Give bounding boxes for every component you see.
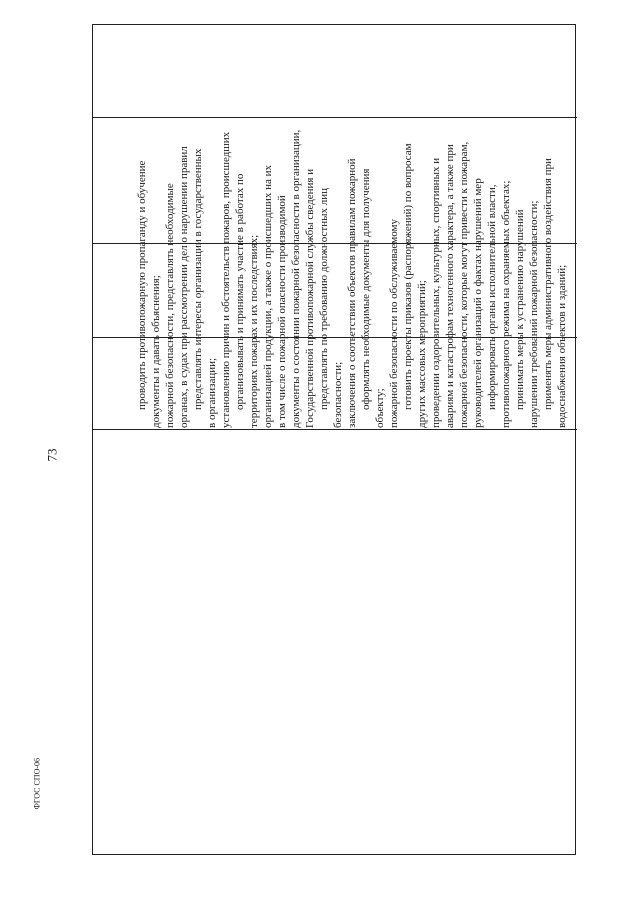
text-line: оформлять необходимые документы для получения [360,168,372,410]
text-line: организовывать и принимать участие в работах по [234,173,246,410]
text-line: территориях пожарах и их последствиях; [248,234,260,428]
text-line: других массовых мероприятий; [416,280,428,428]
text-line: проведении оздоровительных, культурных, спортивных и [430,157,442,428]
text-line: пожарной безопасности, которые могут привести к пожарам, [458,141,470,428]
text-line: установлению причин и обстоятельств пожаров, происшедших [220,131,232,428]
table-cell-text [136,0,574,428]
text-line: документы о состоянии пожарной безопасности в организации, [290,129,302,428]
column-divider [93,429,577,430]
text-line: водоснабжения объектов и зданий; [556,264,568,428]
text-line: нарушении требований пожарной безопасности; [528,200,540,428]
text-line: пожарной безопасности, представлять необходимые [164,183,176,428]
text-line: готовить проекты приказов (распоряжений) по вопросам [402,143,414,410]
text-line: пожарной безопасности по обслуживаемому [388,219,400,428]
text-line: применять меры административного воздействия при [542,158,554,410]
text-line: проводить противопожарную пропаганду и обучение [136,160,148,410]
text-line: безопасности; [332,361,344,428]
text-line: авариям и катастрофам техногенного характера, а также при [444,144,456,428]
text-line: противопожарного режима на охраняемых объектах; [500,180,512,428]
text-line: органах, в судах при рассмотрении дел о нарушении правил [178,146,190,428]
text-line: в организации; [206,357,218,428]
text-line: представлять интересы организации в государственных [192,148,204,410]
text-line: представлять по требованию должностных лиц [318,187,330,410]
text-line: Государственной противопожарной службы сведения и [304,168,316,428]
page-number: 73 [44,448,60,462]
text-line: объекту; [374,388,386,428]
text-line: информировать органы исполнительной власти, [486,184,498,410]
text-line: принимать меры к устранению нарушений [514,209,526,410]
text-line: в том числе о пожарной опасности производимой [276,195,288,428]
text-line: документы и давать объяснения; [150,275,162,428]
text-line: заключения о соответствии объектов правилам пожарной [346,158,358,428]
footer-code: ФГОС СПО-06 [32,757,42,810]
text-line: организацией продукции, а также о происшедших на их [262,165,274,428]
text-line: руководителей организаций о фактах нарушений мер [472,178,484,428]
